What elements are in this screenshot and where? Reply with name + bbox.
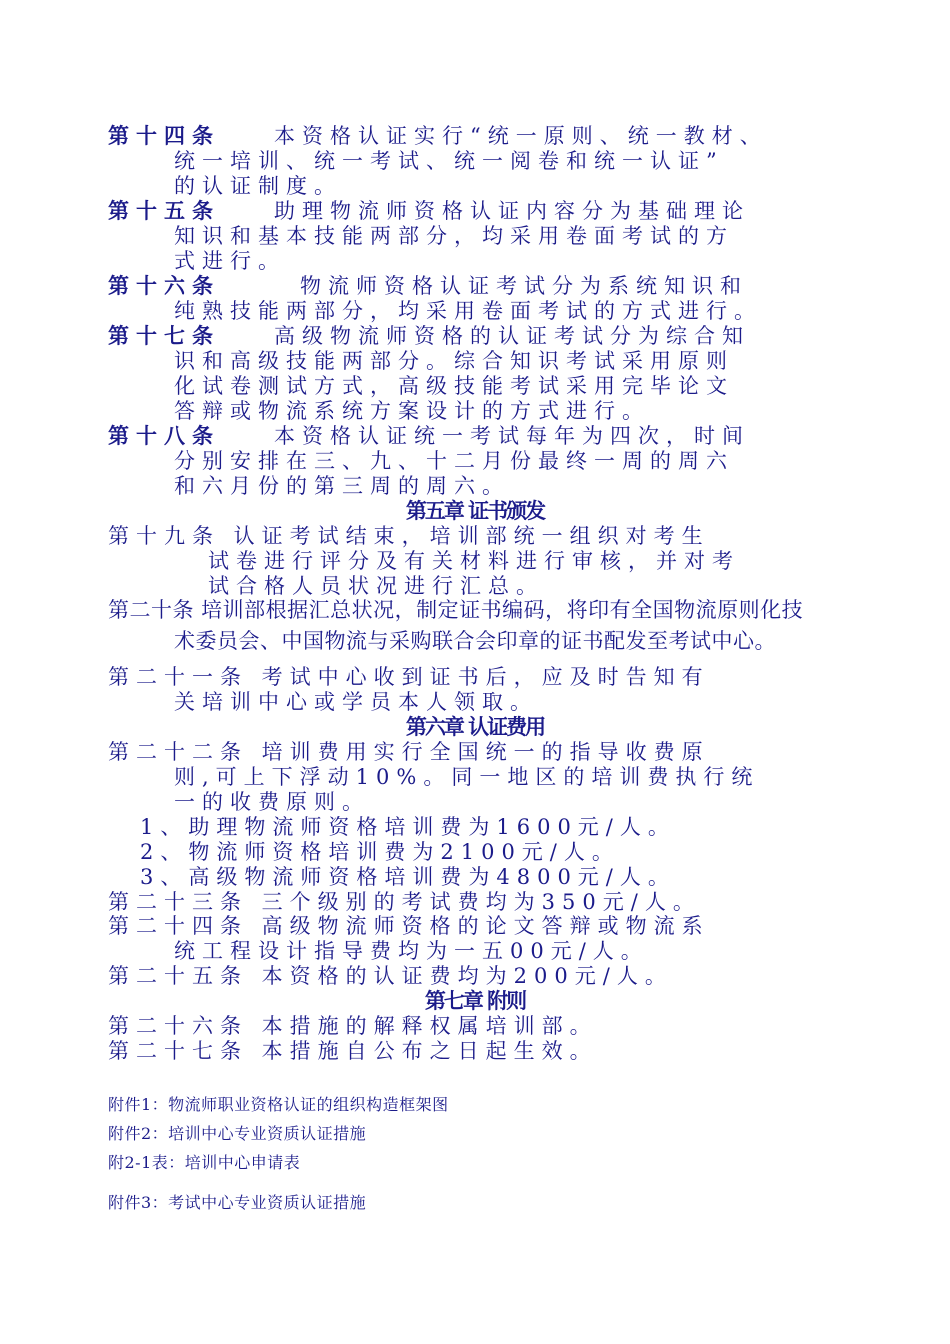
- art15-text: 知识和基本技能两部分，均采用卷面考试的方: [174, 224, 734, 248]
- art24-text: 第二十四条 高级物流师资格的论文答辩或物流系: [108, 914, 710, 938]
- attachment-2-1: 附2-1表：培训中心申请表: [108, 1153, 301, 1172]
- art16-text: 纯熟技能两部分，均采用卷面考试的方式进行。: [174, 299, 762, 323]
- art25-text: 第二十五条 本资格的认证费均为200元/人。: [108, 964, 673, 988]
- attachment-1: 附件1：物流师职业资格认证的组织构造框架图: [108, 1095, 449, 1114]
- art16-head: 第十六条: [108, 273, 220, 298]
- art14-text: 本资格认证实行“统一原则、统一教材、: [274, 124, 768, 148]
- art17-text: 答辩或物流系统方案设计的方式进行。: [174, 399, 650, 423]
- art14-head: 第十四条: [108, 123, 220, 148]
- art19-text: 试卷进行评分及有关材料进行审核，并对考: [208, 549, 740, 573]
- art20-text: 第二十条 培训部根据汇总状况，制定证书编码，将印有全国物流原则化技: [108, 598, 804, 622]
- art18-text: 本资格认证统一考试每年为四次，时间: [274, 424, 750, 448]
- art20-text: 术委员会、中国物流与采购联合会印章的证书配发至考试中心。: [174, 629, 776, 653]
- art16-text: 物流师资格认证考试分为系统知识和: [300, 274, 748, 298]
- art18-head: 第十八条: [108, 423, 220, 448]
- art24-text: 统工程设计指导费均为一五00元/人。: [174, 939, 649, 963]
- attachment-3: 附件3：考试中心专业资质认证措施: [108, 1193, 367, 1212]
- art15-head: 第十五条: [108, 198, 220, 223]
- art22-text: 则,可上下浮动10%。同一地区的培训费执行统: [174, 765, 760, 789]
- fee-item: 1、助理物流师资格培训费为1600元/人。: [140, 815, 676, 839]
- art21-text: 关培训中心或学员本人领取。: [174, 690, 538, 714]
- fee-item: 3、高级物流师资格培训费为4800元/人。: [140, 865, 676, 889]
- chapter-6-title: 第六章 认证费用: [405, 714, 545, 739]
- chapter-7-title: 第七章 附则: [424, 988, 526, 1013]
- art19-text: 试合格人员状况进行汇总。: [208, 574, 544, 598]
- art14-text: 的认证制度。: [174, 174, 342, 198]
- art17-text: 高级物流师资格的认证考试分为综合知: [274, 324, 750, 348]
- art14-text: 统一培训、统一考试、统一阅卷和统一认证”: [174, 149, 724, 173]
- art23-text: 第二十三条 三个级别的考试费均为350元/人。: [108, 890, 701, 914]
- art21-text: 第二十一条 考试中心收到证书后，应及时告知有: [108, 665, 710, 689]
- art27-text: 第二十七条 本措施自公布之日起生效。: [108, 1039, 598, 1063]
- chapter-5-title: 第五章 证书颁发: [405, 498, 545, 523]
- art18-text: 分别安排在三、九、十二月份最终一周的周六: [174, 449, 734, 473]
- art15-text: 式进行。: [174, 249, 286, 273]
- art19-text: 第十九条 认证考试结束，培训部统一组织对考生: [108, 524, 710, 548]
- art17-head: 第十七条: [108, 323, 220, 348]
- art18-text: 和六月份的第三周的周六。: [174, 474, 510, 498]
- art15-text: 助理物流师资格认证内容分为基础理论: [274, 199, 750, 223]
- fee-item: 2、物流师资格培训费为2100元/人。: [140, 840, 620, 864]
- art17-text: 化试卷测试方式，高级技能考试采用完毕论文: [174, 374, 734, 398]
- art22-text: 第二十二条 培训费用实行全国统一的指导收费原: [108, 740, 710, 764]
- art22-text: 一的收费原则。: [174, 790, 370, 814]
- art26-text: 第二十六条 本措施的解释权属培训部。: [108, 1014, 598, 1038]
- attachment-2: 附件2：培训中心专业资质认证措施: [108, 1124, 367, 1143]
- art17-text: 识和高级技能两部分。综合知识考试采用原则: [174, 349, 734, 373]
